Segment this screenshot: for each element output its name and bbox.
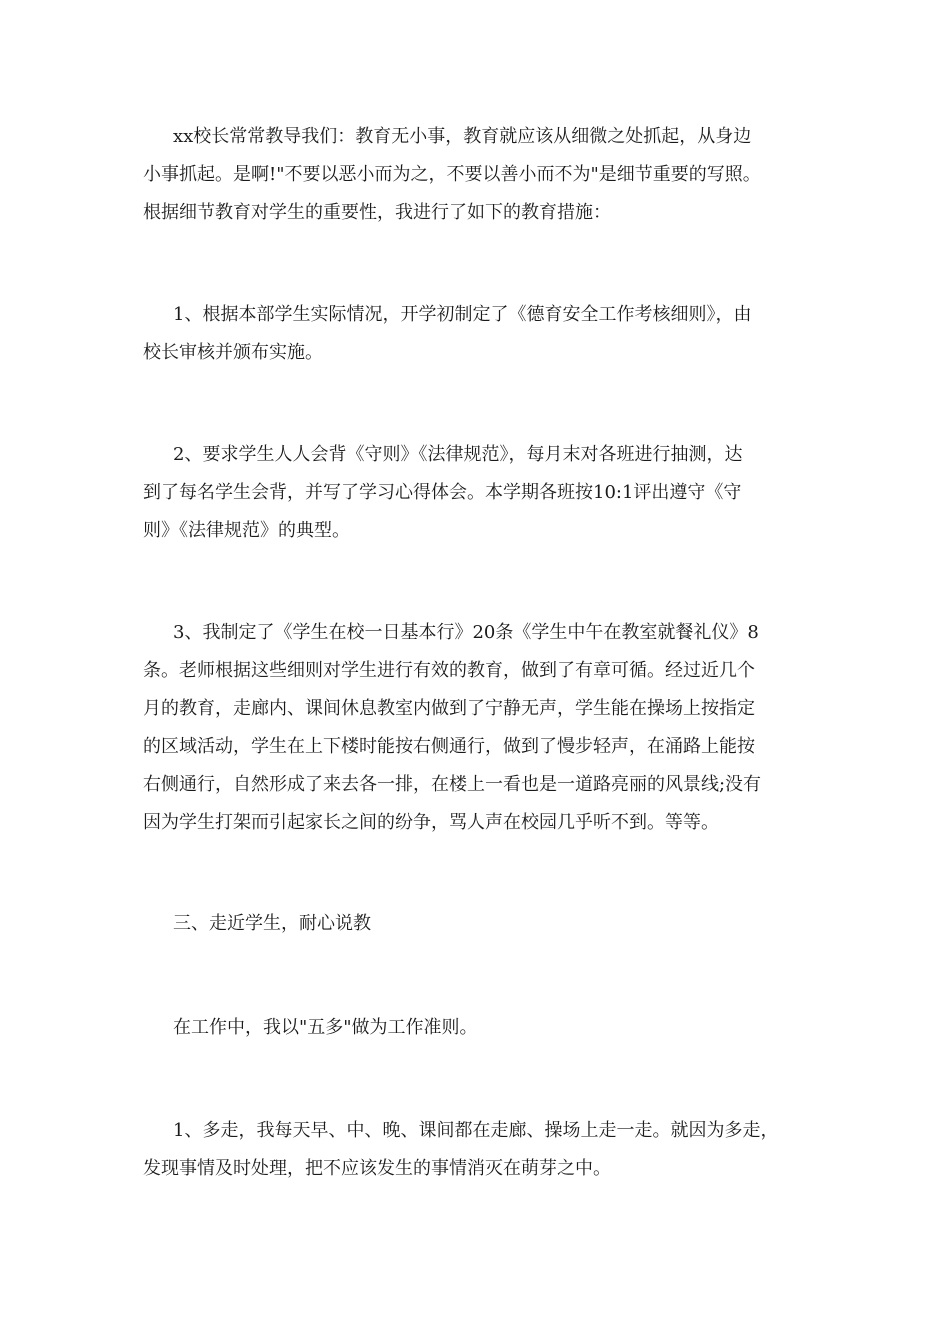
text-line: 到了每名学生会背，并写了学习心得体会。本学期各班按10:1评出遵守《守 [143, 482, 742, 503]
text-line: 2、要求学生人人会背《守则》《法律规范》，每月末对各班进行抽测，达 [173, 444, 743, 465]
text-line: 1、多走，我每天早、中、晚、课间都在走廊、操场上走一走。就因为多走， [173, 1120, 779, 1141]
paragraph-intro [143, 118, 807, 232]
text-line: 根据细节教育对学生的重要性，我进行了如下的教育措施： [143, 202, 611, 223]
text-line: 发现事情及时处理，把不应该发生的事情消灭在萌芽之中。 [143, 1158, 611, 1179]
text-line: 3、我制定了《学生在校一日基本行》20条《学生中午在教室就餐礼仪》8 [173, 622, 759, 643]
text-line: 因为学生打架而引起家长之间的纷争，骂人声在校园几乎听不到。等等。 [143, 812, 719, 833]
paragraph-more-1 [143, 1112, 807, 1188]
text-line: 的区域活动，学生在上下楼时能按右侧通行，做到了慢步轻声，在涌路上能按 [143, 736, 755, 757]
paragraph-five-more [143, 1009, 807, 1047]
text-line: 月的教育，走廊内、课间休息教室内做到了宁静无声，学生能在操场上按指定 [143, 698, 755, 719]
text-line: xx校长常常教导我们：教育无小事，教育就应该从细微之处抓起，从身边 [173, 126, 752, 147]
paragraph-measure-1 [143, 296, 807, 372]
text-line: 在工作中，我以"五多"做为工作准则。 [173, 1017, 478, 1038]
text-line: 小事抓起。是啊!"不要以恶小而为之，不要以善小而不为"是细节重要的写照。 [143, 164, 761, 185]
text-line: 条。老师根据这些细则对学生进行有效的教育，做到了有章可循。经过近几个 [143, 660, 755, 681]
section-heading [143, 905, 807, 943]
text-line: 1、根据本部学生实际情况，开学初制定了《德育安全工作考核细则》，由 [173, 304, 752, 325]
text-line: 校长审核并颁布实施。 [143, 342, 323, 363]
heading-text: 三、走近学生，耐心说教 [173, 913, 371, 934]
paragraph-measure-2 [143, 436, 807, 550]
paragraph-measure-3 [143, 614, 807, 842]
text-line: 右侧通行，自然形成了来去各一排，在楼上一看也是一道路亮丽的风景线;没有 [143, 774, 762, 795]
text-line: 则》《法律规范》的典型。 [143, 520, 350, 541]
